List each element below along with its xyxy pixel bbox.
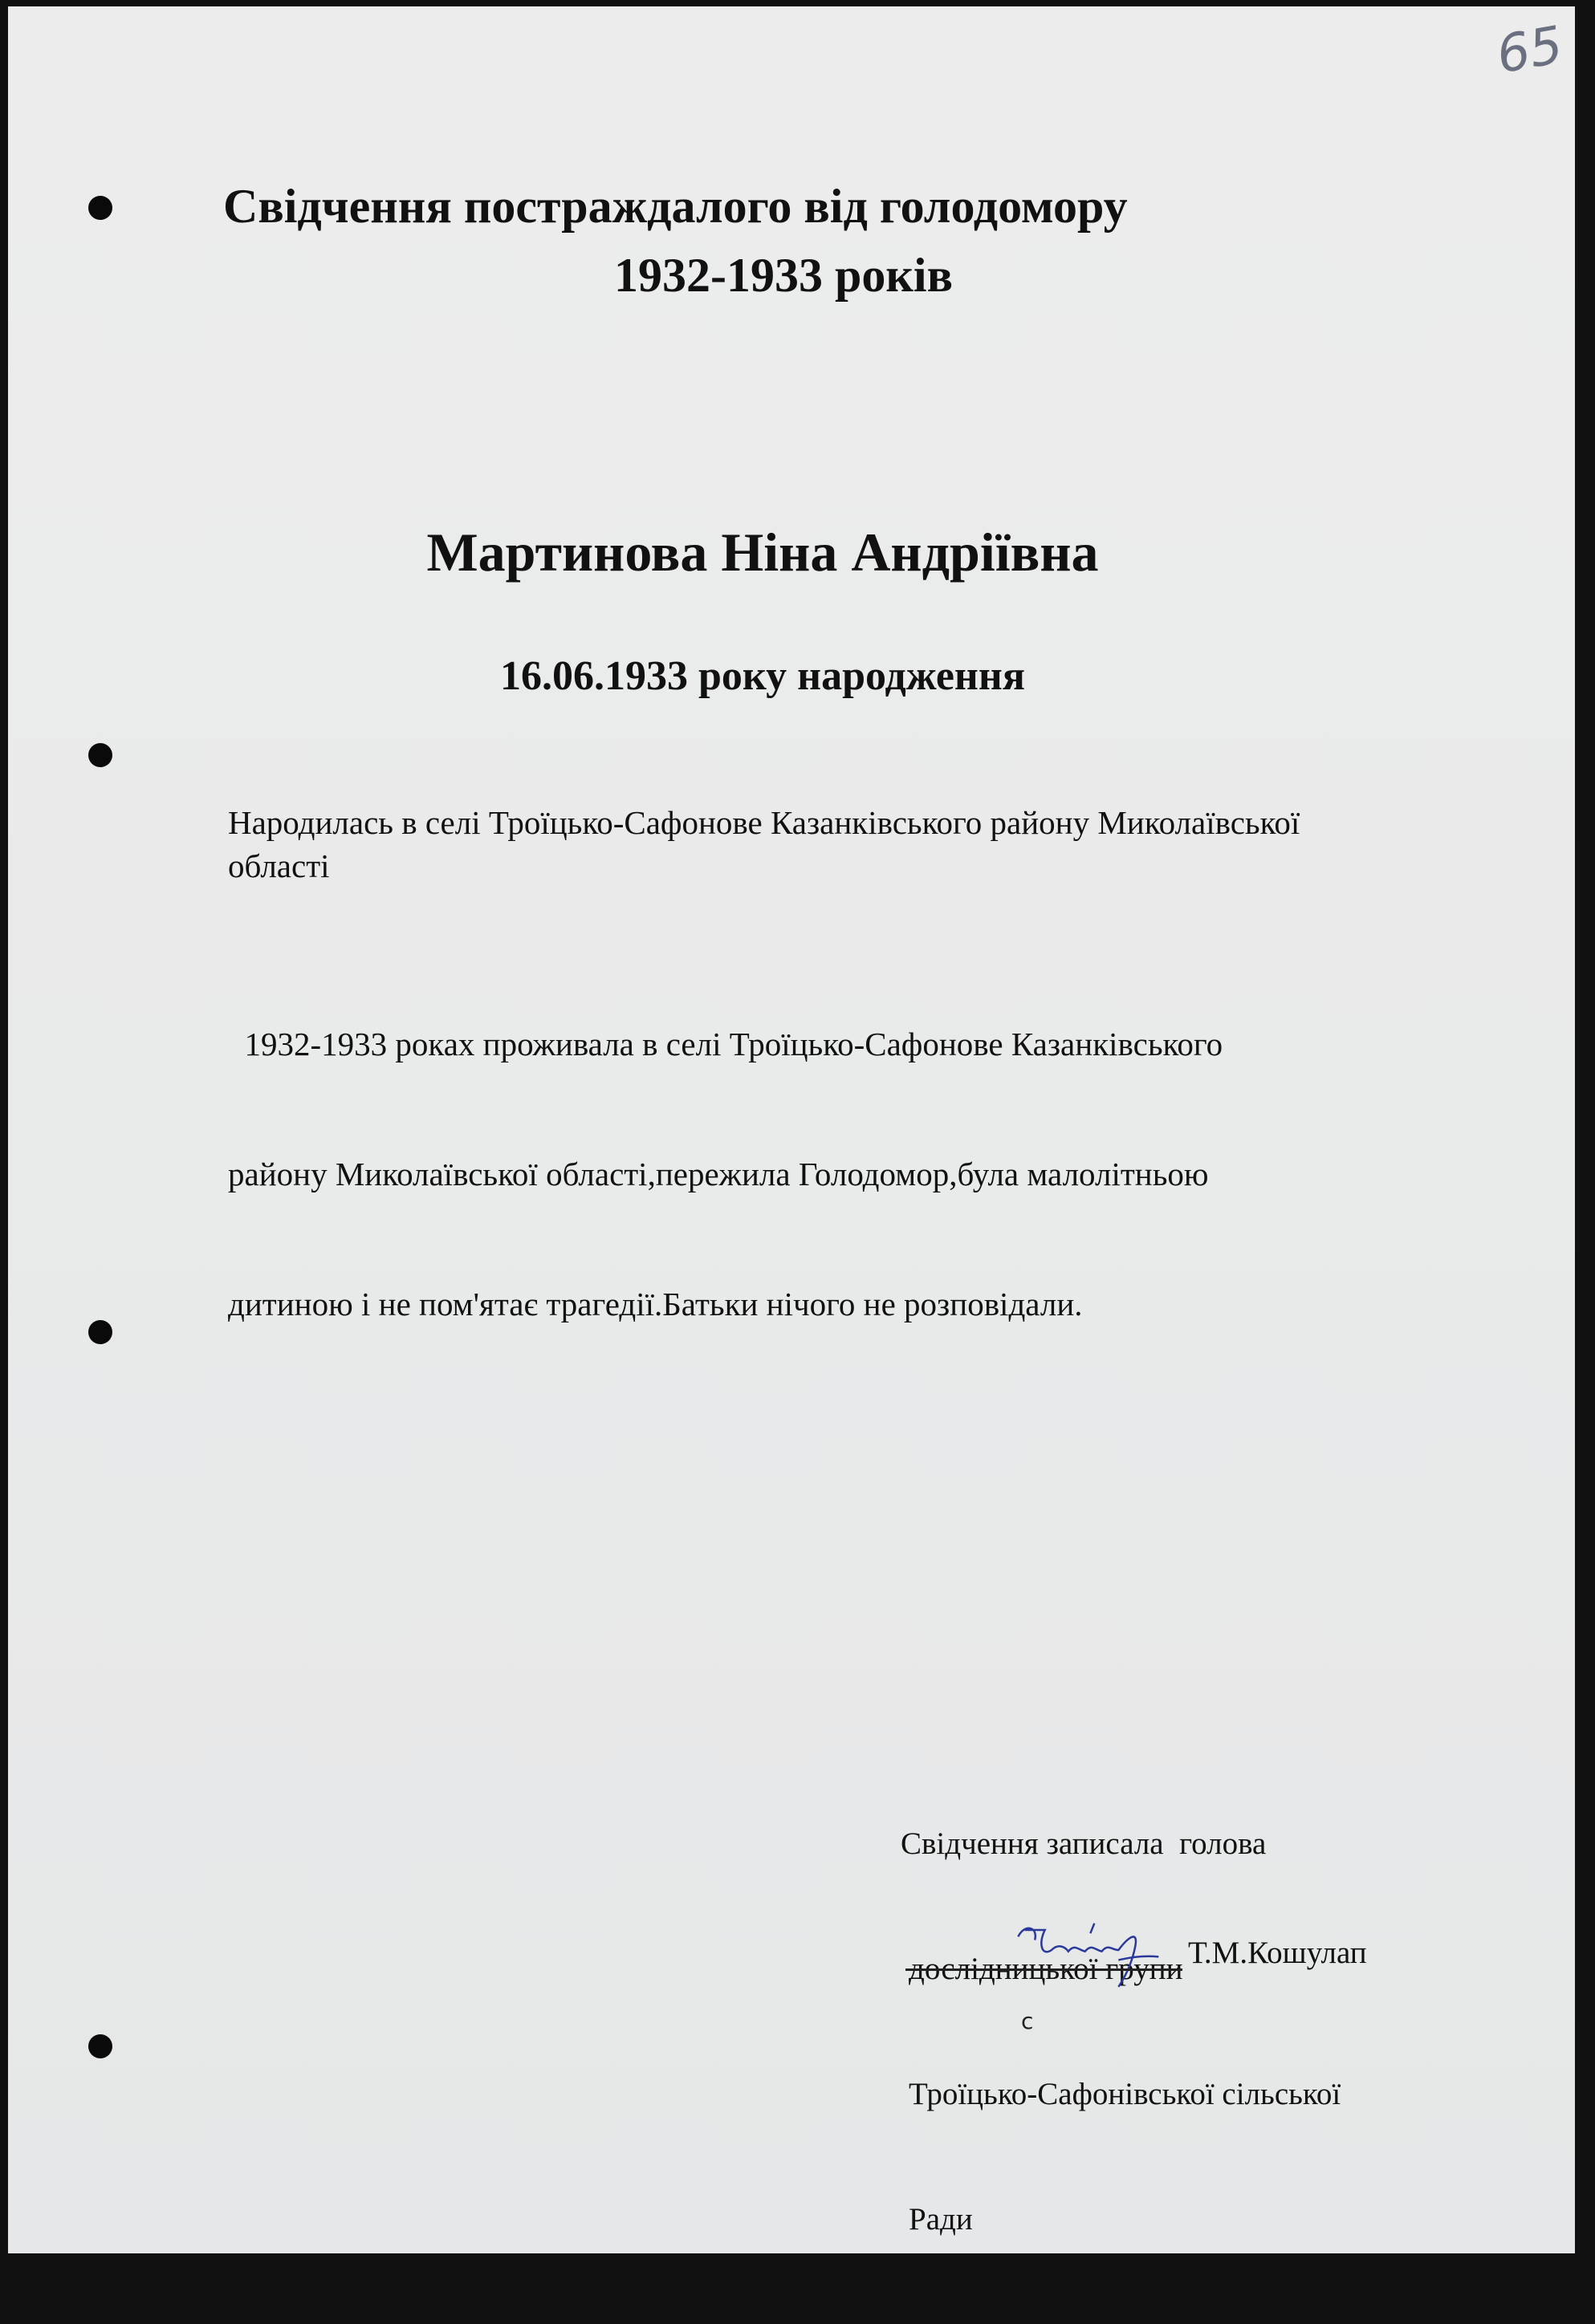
signature-block bbox=[901, 1740, 1341, 2324]
birth-date: 16.06.1933 року народження bbox=[500, 653, 1025, 699]
signer-name: Т.М.Кошулап bbox=[1188, 1936, 1367, 1970]
person-name: Мартинова Ніна Андріївна bbox=[426, 522, 1099, 583]
document-title-line1: Свідчення постраждалого від голодомору bbox=[223, 180, 1128, 233]
recorder-line: дослідницької групи bbox=[909, 1952, 1183, 1986]
handwritten-mark: с bbox=[1021, 2008, 1034, 2034]
document-title-line2: 1932-1933 років bbox=[614, 249, 953, 302]
text-line: Народилась в селі Троїцько-Сафонове Казанківського району Миколаївської bbox=[228, 804, 1300, 841]
punch-hole bbox=[88, 743, 112, 767]
handwritten-signature bbox=[1003, 1910, 1180, 1990]
punch-hole bbox=[88, 1320, 112, 1344]
recorder-line: Свідчення записала голова bbox=[901, 1826, 1267, 1861]
text-line: області bbox=[228, 847, 330, 884]
recorder-line: Ради bbox=[909, 2202, 973, 2237]
handwritten-page-number: 65 bbox=[1492, 15, 1568, 86]
signature-line bbox=[905, 1968, 1182, 1971]
paragraph-testimony bbox=[228, 936, 1223, 1412]
recorder-line: Троїцько-Сафонівської сільської bbox=[909, 2077, 1341, 2111]
text-line: району Миколаївської області,пережила Голодомор,була малолітньою bbox=[228, 1156, 1209, 1192]
text-line: дитиною і не пом'ятає трагедії.Батьки нічого не розповідали. bbox=[228, 1286, 1083, 1322]
document-page bbox=[8, 6, 1575, 2253]
paragraph-birthplace bbox=[228, 801, 1300, 888]
text-line: 1932-1933 роках проживала в селі Троїцько-Сафонове Казанківського bbox=[228, 1026, 1223, 1062]
punch-hole bbox=[88, 196, 112, 220]
punch-hole bbox=[88, 2034, 112, 2058]
